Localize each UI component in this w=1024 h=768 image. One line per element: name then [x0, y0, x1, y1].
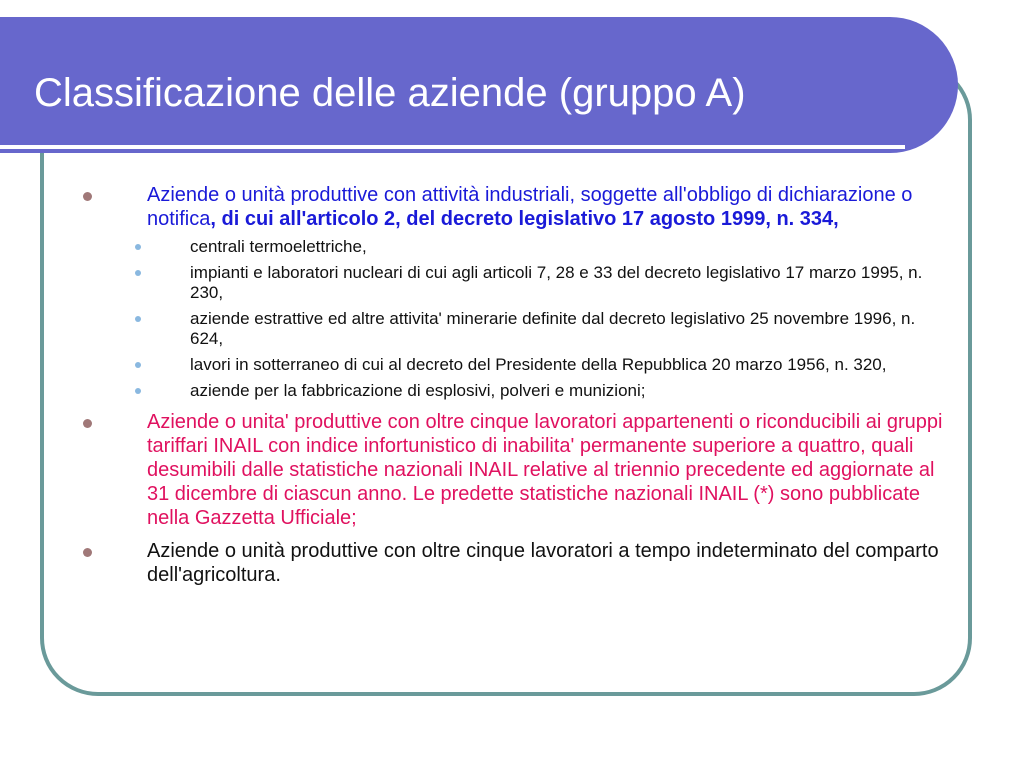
- item-emphasis: , di cui all'articolo 2, del decreto legislativo 17 agosto 1999, n. 334,: [210, 208, 839, 230]
- item-text: Aziende o unità produttive con attività industriali, soggette all'obbligo di dichiarazione o notifica: [147, 184, 913, 230]
- bullet-dot-icon: [83, 548, 92, 557]
- sub-bullet-dot-icon: [135, 362, 141, 368]
- bullet-dot-icon: [83, 419, 92, 428]
- sub-bullet-dot-icon: [135, 316, 141, 322]
- sub-item-text: impianti e laboratori nucleari di cui agli articoli 7, 28 e 33 del decreto legislativo 17 marzo 1995, n. 230,: [190, 263, 923, 302]
- item-text: Aziende o unita' produttive con oltre cinque lavoratori appartenenti o riconducibili ai gruppi tariffari INAIL con indice infortunistico di inabilita' permanente superiore a quattro, quali desumibili dalle statistiche nazionali INAIL relative al triennio precedente ed aggiornate al 31 dicembre di ciascun anno. Le predette statistiche nazionali INAIL (*) sono pubblicate nella Gazzetta Ufficiale;: [147, 411, 943, 529]
- sub-item-text: aziende estrattive ed altre attivita' minerarie definite dal decreto legislativo 25 novembre 1996, n. 624,: [190, 309, 916, 348]
- sub-bullet-dot-icon: [135, 244, 141, 250]
- sub-list-item: [0, 237, 1024, 257]
- sub-list-item: [0, 263, 1024, 303]
- bullet-list: [0, 183, 1024, 587]
- sub-list-item: [0, 309, 1024, 349]
- sub-item-text: aziende per la fabbricazione di esplosivi, polveri e munizioni;: [190, 381, 646, 400]
- list-item: [0, 183, 1024, 231]
- title-bar: [0, 17, 958, 153]
- title-underline: [0, 145, 905, 149]
- sub-bullet-dot-icon: [135, 388, 141, 394]
- sub-item-text: lavori in sotterraneo di cui al decreto del Presidente della Repubblica 20 marzo 1956, n. 320,: [190, 355, 887, 374]
- list-item: [0, 410, 1024, 530]
- item-text: Aziende o unità produttive con oltre cinque lavoratori a tempo indeterminato del comparto dell'agricoltura.: [147, 540, 939, 586]
- list-item: [0, 539, 1024, 587]
- sub-bullet-dot-icon: [135, 270, 141, 276]
- sub-list-item: [0, 381, 1024, 401]
- bullet-dot-icon: [83, 192, 92, 201]
- sub-list-item: [0, 355, 1024, 375]
- sub-item-text: centrali termoelettriche,: [190, 237, 367, 256]
- slide-title: Classificazione delle aziende (gruppo A): [34, 71, 746, 115]
